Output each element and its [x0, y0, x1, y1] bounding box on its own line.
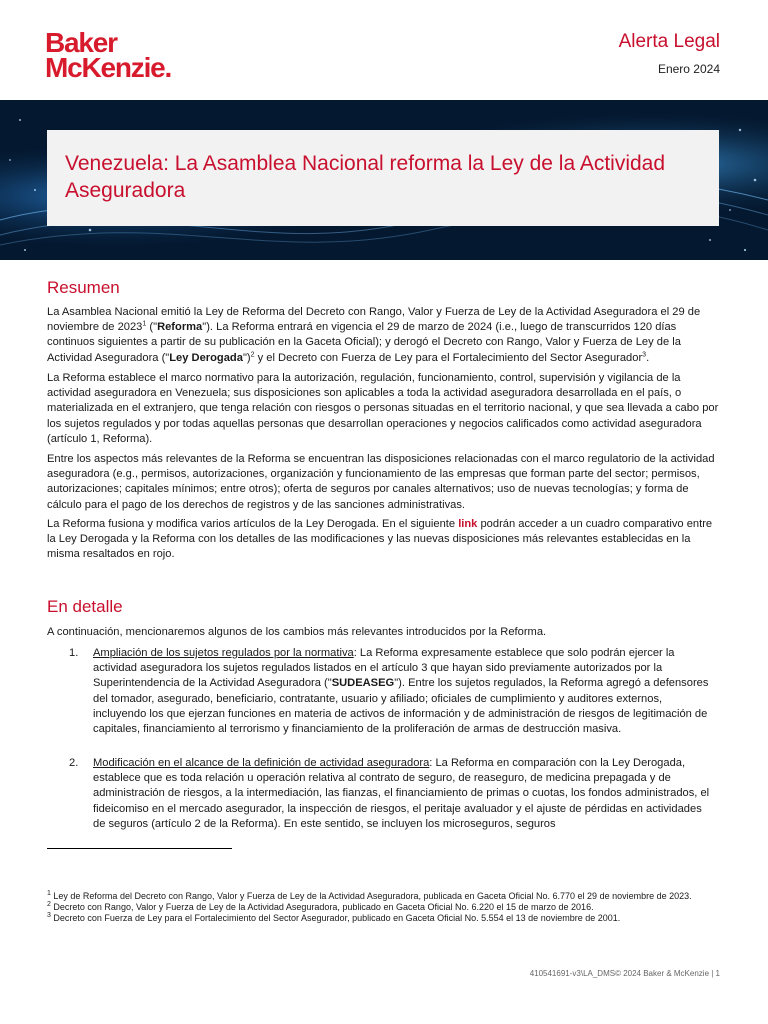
footnote-number: 3: [47, 912, 51, 919]
footnote-separator: [47, 848, 232, 849]
text-span: .: [646, 351, 650, 364]
defined-term-reforma: Reforma: [157, 321, 203, 334]
baker-mckenzie-logo: [45, 27, 172, 83]
comparative-table-link[interactable]: link: [458, 518, 478, 530]
section-heading-resumen: Resumen: [47, 278, 120, 297]
resumen-paragraph-2: La Reforma establece el marco normativo para la autorización, regulación, funcionamiento, control, supervisión y vigilancia de la actividad aseguradora en Venezuela; sus disposiciones son aplicables a toda la actividad aseguradora desarrollada en el país, o materializada en el extranjero, que tenga relación con riesgos o personas situadas en el territorio nacional, y que sea llevada a cabo por los sujetos regulados y por todas aquellas personas que desarrollan operaciones y negocios calificados como actividad aseguradora (artículo 1, Reforma).: [47, 372, 719, 445]
text-span: : La Reforma en comparación con la Ley Derogada, establece que es toda relación u operación relativa al contrato de seguro, de reaseguro, de medicina prepagada y de administración de riesgos, a la intermediación, las fianzas, el financiamiento de primas o cuotas, los fondos administrados, el fideicomiso en el mercado asegurador, la inspección de riesgos, el peritaje avaluador y el ajuste de pérdidas en actividades de seguros (artículo 2 de la Reforma). En este sentido, se incluyen los microseguros, seguros: [93, 757, 710, 830]
text-span: y el Decreto con Fuerza de Ley para el Fortalecimiento del Sector Asegurador: [254, 351, 643, 364]
defined-term-sudeaseg: SUDEASEG: [331, 677, 395, 690]
list-item-title: Ampliación de los sujetos regulados por la normativa: [93, 647, 354, 659]
list-item-text: [93, 756, 715, 832]
footnote-ref-1: 1: [142, 320, 147, 328]
logo-line-1: Baker: [45, 27, 117, 58]
footnote-ref-2: 2: [250, 350, 255, 358]
detalle-intro: A continuación, mencionaremos algunos de los cambios más relevantes introducidos por la Reforma.: [47, 626, 547, 638]
document-date: Enero 2024: [657, 62, 720, 76]
footnote-2: [47, 902, 720, 913]
list-number: 2.: [69, 757, 79, 769]
resumen-paragraph-1: [47, 305, 720, 366]
text-span: : La Reforma expresamente establece que solo podrán ejercer la actividad aseguradora los sujetos regulados listados en el artículo 3 que hayan sido previamente autorizados por la Superintendencia de la Actividad Aseguradora (": [93, 647, 675, 690]
text-span: La Asamblea Nacional emitió la Ley de Reforma del Decreto con Rango, Valor y Fuerza de Ley de la Actividad Aseguradora el 29 de noviembre de 2023: [47, 306, 701, 334]
footnote-3: [47, 913, 720, 924]
text-span: (": [146, 321, 158, 334]
text-span: La Reforma fusiona y modifica varios artículos de la Ley Derogada. En el siguiente: [47, 518, 459, 530]
defined-term-ley-derogada: Ley Derogada: [169, 351, 243, 364]
title-box: [47, 130, 719, 226]
text-span: "). Entre los sujetos regulados, la Reforma agregó a defensores del tomador, asegurado, beneficiario, contratante, usuario y afiliado; oficiales de cumplimiento y auditores externos, incluyendo los que ejerzan funciones en materia de activos de información y de administración de riesgos de legitimación de capitales, financiamiento al terrorismo y financiamiento de la proliferación de armas de destrucción masiva.: [93, 677, 709, 736]
footnote-number: 1: [47, 890, 51, 897]
footnote-1: [47, 891, 720, 902]
resumen-paragraph-3: Entre los aspectos más relevantes de la Reforma se encuentran las disposiciones relacionadas con el marco regulatorio de la actividad aseguradora (e.g., permisos, autorizaciones, organización y funcionamiento de las empresas que forman parte del sector; permisos, autorizaciones; capitales mínimos; entre otros); oferta de seguros por canales alternativos; uso de nuevas tecnologías; y forma de cálculo para el pago de los derechos de registros y de las sanciones administrativas.: [47, 453, 715, 511]
footnote-ref-3: 3: [642, 350, 647, 358]
document-title: Venezuela: La Asamblea Nacional reforma la Ley de la Actividad Aseguradora: [65, 152, 666, 202]
list-item-text: [93, 646, 715, 737]
page-footer: 410541691-v3\LA_DMS© 2024 Baker & McKenzie | 1: [529, 969, 720, 978]
list-item-title: Modificación en el alcance de la definición de actividad aseguradora: [93, 757, 430, 769]
resumen-paragraph-4: [47, 517, 720, 563]
text-span: "): [242, 351, 251, 364]
footnotes: [47, 891, 720, 924]
document-type: Alerta Legal: [618, 31, 720, 52]
footnote-number: 2: [47, 901, 51, 908]
footnote-text: Ley de Reforma del Decreto con Rango, Valor y Fuerza de Ley de la Actividad Aseguradora, publicada en Gaceta Oficial No. 6.770 el 29 de noviembre de 2023.: [50, 891, 692, 901]
text-span: "). La Reforma entrará en vigencia el 29 de marzo de 2024 (i.e., luego de transcurridos 120 días continuos siguientes a partir de su publicación en la Gaceta Oficial); y derogó el Decreto con Rango, Valor y Fuerza de Ley de la Actividad Aseguradora (": [47, 321, 681, 364]
logo-line-2: McKenzie.: [45, 52, 172, 83]
footnote-text: Decreto con Fuerza de Ley para el Fortalecimiento del Sector Asegurador, publicado en Gaceta Oficial No. 5.554 el 13 de noviembre de 2001.: [50, 913, 621, 923]
footnote-text: Decreto con Rango, Valor y Fuerza de Ley de la Actividad Aseguradora, publicado en Gaceta Oficial No. 6.220 el 15 de marzo de 2016.: [50, 902, 594, 912]
text-span: podrán acceder a un cuadro comparativo entre la Ley Derogada y la Reforma con los detalles de las modificaciones y las nuevas disposiciones más relevantes establecidas en la misma resaltados en rojo.: [47, 518, 713, 561]
list-number: 1.: [69, 647, 79, 659]
section-heading-en-detalle: En detalle: [47, 597, 123, 616]
